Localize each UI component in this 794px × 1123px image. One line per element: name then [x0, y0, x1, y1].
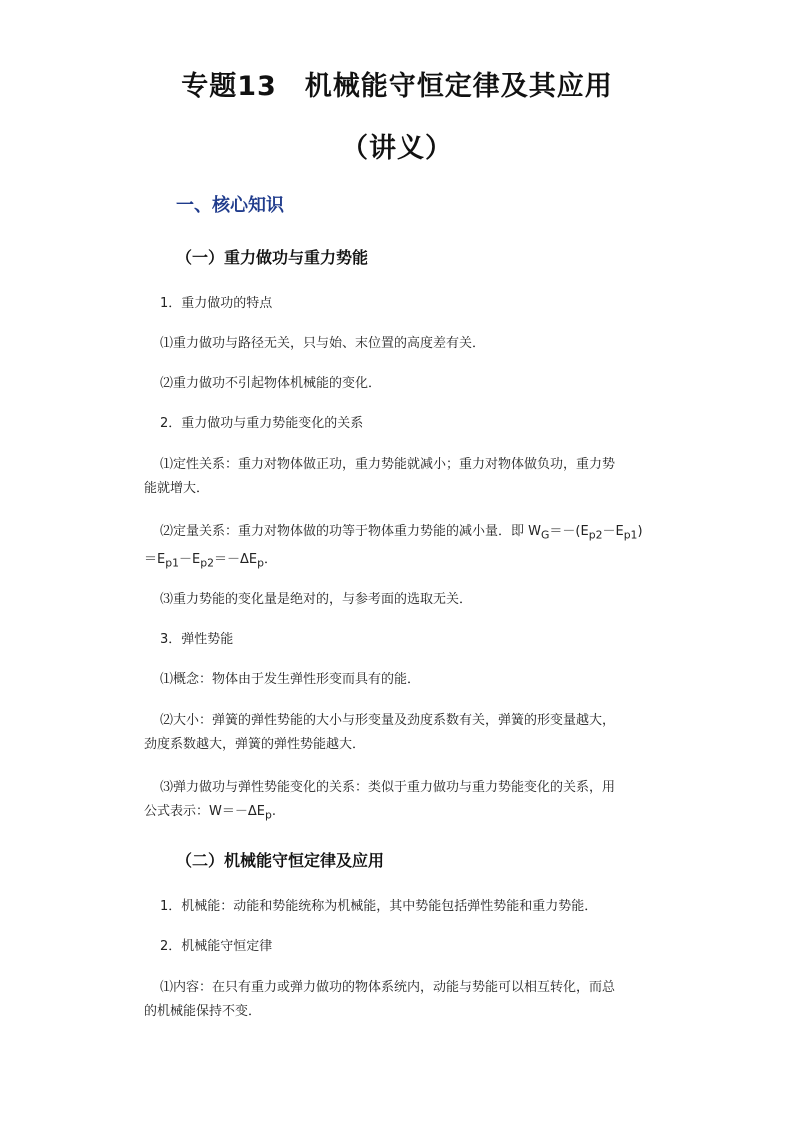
paragraph-no-mech-energy-change: ⑵重力做功不引起物体机械能的变化．: [160, 376, 382, 391]
subsection-heading-gravity-work: （一）重力做功与重力势能: [176, 248, 369, 267]
document-subtitle: （讲义）: [341, 133, 453, 164]
subsection-heading-conservation: （二）机械能守恒定律及应用: [176, 851, 385, 870]
paragraph-mechanical-energy: 1．机械能：动能和势能统称为机械能，其中势能包括弹性势能和重力势能．: [160, 899, 598, 914]
document-title: 专题13 机械能守恒定律及其应用: [181, 71, 613, 102]
paragraph-elastic-work-relation: ⑶弹力做功与弹性势能变化的关系：类似于重力做功与重力势能变化的关系，用 公式表示：$W=-\Delta E_p$.: [144, 780, 616, 822]
paragraph-path-independent: ⑴重力做功与路径无关，只与始、末位置的高度差有关．: [160, 336, 486, 351]
paragraph-elastic-concept: ⑴概念：物体由于发生弹性形变而具有的能．: [160, 672, 421, 687]
paragraph-gravity-work-features: 1．重力做功的特点: [160, 296, 273, 311]
paragraph-elastic-potential: 3．弹性势能: [160, 632, 234, 647]
paragraph-qualitative-relation: ⑴定性关系：重力对物体做正功，重力势能就减小；重力对物体做负功，重力势 能就增大．: [144, 457, 616, 496]
section-heading-core-knowledge: 一、核心知识: [176, 195, 284, 216]
paragraph-conservation-content: ⑴内容：在只有重力或弹力做功的物体系统内，动能与势能可以相互转化，而总 的机械能保持不变．: [144, 980, 616, 1019]
paragraph-elastic-magnitude: ⑵大小：弹簧的弹性势能的大小与形变量及劲度系数有关，弹簧的形变量越大， 劲度系数越大，弹簧的弹性势能越大．: [144, 713, 616, 752]
paragraph-quantitative-relation: ⑵定量关系：重力对物体做的功等于物体重力势能的减小量．即 $W_G=-(E_{p2}-E_{p1})$ $=E_{p1}-E_{p2}=-\Delta E_p$．: [144, 524, 643, 570]
paragraph-conservation-law: 2．机械能守恒定律: [160, 939, 273, 954]
paragraph-change-absolute: ⑶重力势能的变化量是绝对的，与参考面的选取无关．: [160, 592, 473, 607]
paragraph-work-potential-relation: 2．重力做功与重力势能变化的关系: [160, 416, 364, 431]
